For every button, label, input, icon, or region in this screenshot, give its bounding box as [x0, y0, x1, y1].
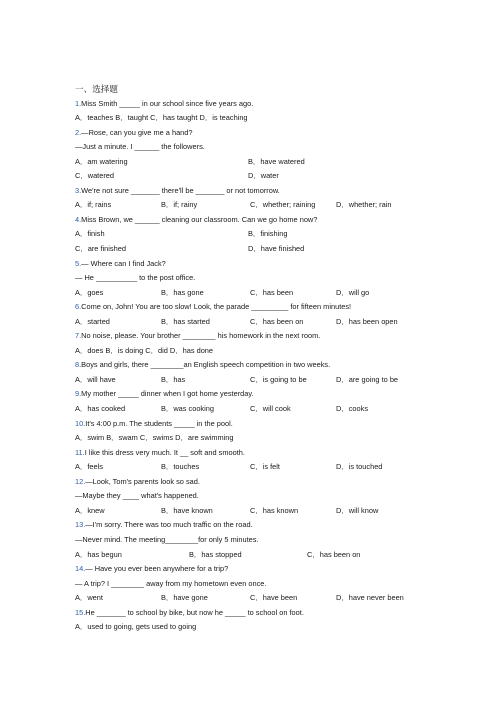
- question-text: We're not sure _______ there'll be _______ or not tomorrow.: [81, 185, 280, 195]
- options-row: [75, 460, 420, 475]
- question-number: 8.: [75, 360, 82, 370]
- question-stem: [75, 358, 420, 373]
- question-stem: [75, 518, 420, 533]
- question-number: 4.: [75, 214, 82, 224]
- answer-option: D．water: [248, 171, 279, 181]
- question-number: 2.: [75, 127, 82, 137]
- answer-option: D．are going to be: [336, 374, 399, 384]
- answer-option: D．is touched: [336, 462, 383, 472]
- answer-option: B．has started: [161, 316, 210, 326]
- question-text: —I'm sorry. There was too much traffic on the road.: [85, 520, 253, 530]
- answer-option: C．is felt: [250, 462, 280, 472]
- text-line: —Maybe they ____ what's happened.: [75, 491, 199, 501]
- question-number: 3.: [75, 185, 82, 195]
- question-text: No noise, please. Your brother ________ his homework in the next room.: [81, 331, 321, 341]
- question-number: 9.: [75, 389, 82, 399]
- answer-option: C．are finished: [75, 244, 126, 254]
- text-line: —Never mind. The meeting________for only 5 minutes.: [75, 534, 259, 544]
- question-text: My mother _____ dinner when I got home yesterday.: [81, 389, 254, 399]
- question-text: — Have you ever been anywhere for a trip?: [85, 564, 229, 574]
- question-stem: [75, 184, 420, 199]
- text-line: A．does B．is doing C．did D．has done: [75, 345, 214, 355]
- question-stem: [75, 417, 420, 432]
- question-number: 10.: [75, 418, 86, 428]
- answer-option: B．if; rainy: [161, 200, 198, 210]
- question-stem: [75, 126, 420, 141]
- section-title: 一、选择题: [75, 84, 118, 94]
- answer-option: A．finish: [75, 229, 105, 239]
- answer-option: C．is going to be: [250, 374, 307, 384]
- question-text: —Rose, can you give me a hand?: [81, 127, 193, 137]
- question-stem: [75, 446, 420, 461]
- answer-option: B．touches: [161, 462, 200, 472]
- answer-option: A．will have: [75, 374, 116, 384]
- question-stem: [75, 97, 420, 112]
- answer-option: C．has been on: [250, 316, 304, 326]
- question-number: 7.: [75, 331, 82, 341]
- answer-option: D．will know: [336, 505, 379, 515]
- question-number: 5.: [75, 258, 82, 268]
- question-stem: [75, 475, 420, 490]
- options-row: [75, 315, 420, 330]
- question-text: Come on, John! You are too slow! Look, the parade _________ for fifteen minutes!: [81, 302, 352, 312]
- text-line: A．swim B．swam C．swims D．are swimming: [75, 433, 234, 443]
- answer-option: C．watered: [75, 171, 115, 181]
- options-row: [75, 548, 420, 563]
- options-row: [75, 242, 420, 257]
- answer-option: B．finishing: [248, 229, 288, 239]
- question-text: It's 4:00 p.m. The students _____ in the pool.: [85, 418, 233, 428]
- options-row: [75, 198, 420, 213]
- question-list: [75, 82, 420, 635]
- question-stem: [75, 606, 420, 621]
- answer-option: C．will cook: [250, 404, 291, 414]
- question-text: —Look, Tom's parents look so sad.: [85, 476, 200, 486]
- options-row: [75, 373, 420, 388]
- answer-option: A．knew: [75, 505, 105, 515]
- question-text: I like this dress very much. It __ soft and smooth.: [84, 447, 245, 457]
- answer-option: B．was cooking: [161, 404, 214, 414]
- question-number: 15.: [75, 607, 86, 617]
- answer-option: A．feels: [75, 462, 103, 472]
- text-line: A．used to going, gets used to going: [75, 622, 197, 632]
- answer-option: D．will go: [336, 287, 370, 297]
- options-row: [75, 155, 420, 170]
- options-row: [75, 227, 420, 242]
- answer-option: B．have gone: [161, 593, 208, 603]
- question-text: Miss Brown, we ______ cleaning our classroom. Can we go home now?: [81, 214, 318, 224]
- options-row: [75, 402, 420, 417]
- answer-option: D．whether; rain: [336, 200, 392, 210]
- question-text: — Where can I find Jack?: [81, 258, 166, 268]
- answer-option: C．have been: [250, 593, 298, 603]
- question-stem: [75, 562, 420, 577]
- answer-option: B．have watered: [248, 156, 305, 166]
- text-line: A．teaches B．taught C．has taught D．is teaching: [75, 113, 248, 123]
- question-number: 12.: [75, 476, 86, 486]
- answer-option: B．has stopped: [189, 549, 242, 559]
- text-line: — He __________ to the post office.: [75, 273, 196, 283]
- answer-option: A．started: [75, 316, 110, 326]
- answer-option: D．have finished: [248, 244, 305, 254]
- question-text: Miss Smith _____ in our school since five years ago.: [81, 98, 254, 108]
- options-row: [75, 286, 420, 301]
- question-text: Boys and girls, there ________an English speech competition in two weeks.: [81, 360, 331, 370]
- answer-option: A．went: [75, 593, 103, 603]
- options-row: [75, 169, 420, 184]
- answer-option: D．has been open: [336, 316, 398, 326]
- answer-option: B．has: [161, 374, 186, 384]
- question-stem: [75, 387, 420, 402]
- answer-option: A．if; rains: [75, 200, 112, 210]
- question-number: 14.: [75, 564, 86, 574]
- question-number: 6.: [75, 302, 82, 312]
- question-stem: [75, 213, 420, 228]
- text-line: —Just a minute. I ______ the followers.: [75, 142, 205, 152]
- answer-option: C．has known: [250, 505, 299, 515]
- question-text: He _______ to school by bike, but now he _____ to school on foot.: [85, 607, 304, 617]
- answer-option: D．have never been: [336, 593, 404, 603]
- question-number: 13.: [75, 520, 86, 530]
- answer-option: D．cooks: [336, 404, 369, 414]
- answer-option: B．have known: [161, 505, 213, 515]
- options-row: [75, 504, 420, 519]
- question-lines: [75, 97, 420, 635]
- question-number: 11.: [75, 447, 85, 457]
- question-number: 1.: [75, 98, 82, 108]
- answer-option: A．has cooked: [75, 404, 126, 414]
- answer-option: C．whether; raining: [250, 200, 316, 210]
- question-stem: [75, 300, 420, 315]
- answer-option: C．has been: [250, 287, 294, 297]
- question-stem: [75, 329, 420, 344]
- text-line: — A trip? I ________ away from my hometown even once.: [75, 578, 267, 588]
- question-stem: [75, 257, 420, 272]
- options-row: [75, 591, 420, 606]
- answer-option: A．am watering: [75, 156, 128, 166]
- answer-option: A．has begun: [75, 549, 122, 559]
- answer-option: C．has been on: [307, 549, 361, 559]
- answer-option: A．goes: [75, 287, 104, 297]
- answer-option: B．has gone: [161, 287, 204, 297]
